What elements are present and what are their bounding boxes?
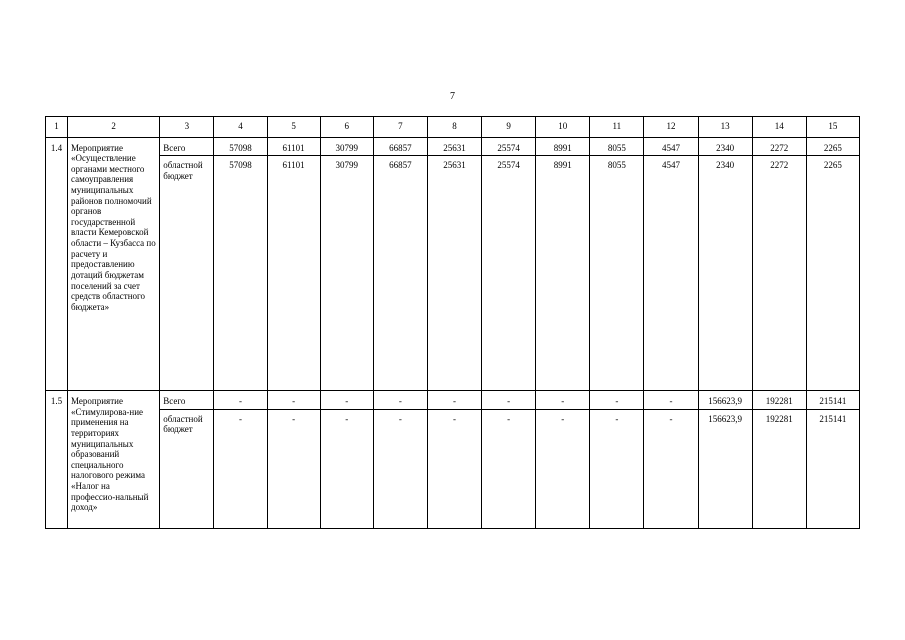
amount-cell: -: [536, 391, 590, 410]
amount-cell: 57098: [214, 156, 267, 391]
activity-name: Мероприятие «Осуществление органами местного самоуправления муниципальных районов полномочий органов государственной власти Кемеровской области – Кузбасса по расчету и предоставлению дотаций бюджетам поселений за счет средств областного бюджета»: [68, 137, 160, 391]
amount-cell: 2265: [806, 156, 859, 391]
column-number-header: 8: [427, 117, 481, 138]
amount-cell: 8991: [536, 156, 590, 391]
amount-cell: 30799: [320, 137, 373, 156]
table-row: [46, 137, 860, 156]
funding-source-label: областной бюджет: [160, 409, 214, 528]
amount-cell: 25631: [427, 137, 481, 156]
amount-cell: -: [267, 391, 320, 410]
amount-cell: -: [644, 409, 698, 528]
amount-cell: -: [373, 409, 427, 528]
column-number-header: 15: [806, 117, 859, 138]
amount-cell: 156623,9: [698, 391, 752, 410]
amount-cell: 57098: [214, 137, 267, 156]
column-number-header: 7: [373, 117, 427, 138]
amount-cell: -: [590, 391, 644, 410]
amount-cell: -: [320, 409, 373, 528]
amount-cell: -: [536, 409, 590, 528]
amount-cell: 4547: [644, 137, 698, 156]
column-number-header: 14: [752, 117, 806, 138]
page-number: 7: [450, 91, 455, 102]
amount-cell: 192281: [752, 391, 806, 410]
amount-cell: -: [482, 409, 536, 528]
amount-cell: 2272: [752, 137, 806, 156]
funding-source-label: Всего: [160, 137, 214, 156]
amount-cell: -: [644, 391, 698, 410]
amount-cell: 4547: [644, 156, 698, 391]
column-number-header: 6: [320, 117, 373, 138]
amount-cell: 30799: [320, 156, 373, 391]
column-number-header: 13: [698, 117, 752, 138]
amount-cell: -: [214, 409, 267, 528]
amount-cell: 25574: [482, 156, 536, 391]
amount-cell: -: [373, 391, 427, 410]
amount-cell: -: [590, 409, 644, 528]
column-number-header: 12: [644, 117, 698, 138]
amount-cell: 2340: [698, 137, 752, 156]
amount-cell: 192281: [752, 409, 806, 528]
column-number-header: 5: [267, 117, 320, 138]
amount-cell: -: [427, 409, 481, 528]
amount-cell: -: [214, 391, 267, 410]
column-number-header: 11: [590, 117, 644, 138]
amount-cell: 2272: [752, 156, 806, 391]
column-number-header: 10: [536, 117, 590, 138]
table-row: [46, 156, 860, 391]
amount-cell: 156623,9: [698, 409, 752, 528]
amount-cell: 215141: [806, 409, 859, 528]
column-number-header: 9: [482, 117, 536, 138]
amount-cell: -: [320, 391, 373, 410]
column-number-header: 2: [68, 117, 160, 138]
funding-source-label: Всего: [160, 391, 214, 410]
amount-cell: -: [267, 409, 320, 528]
amount-cell: 8055: [590, 156, 644, 391]
column-number-header: 1: [46, 117, 68, 138]
table-row: [46, 409, 860, 528]
amount-cell: 66857: [373, 156, 427, 391]
amount-cell: 66857: [373, 137, 427, 156]
amount-cell: 61101: [267, 137, 320, 156]
row-index: 1.5: [46, 391, 68, 529]
amount-cell: -: [427, 391, 481, 410]
amount-cell: -: [482, 391, 536, 410]
table-header-row: [46, 117, 860, 138]
amount-cell: 25631: [427, 156, 481, 391]
amount-cell: 8055: [590, 137, 644, 156]
amount-cell: 8991: [536, 137, 590, 156]
table-row: [46, 391, 860, 410]
activity-name: Мероприятие «Стимулирова-ние применения на территориях муниципальных образований специального налогового режима «Налог на профессио-нальный доход»: [68, 391, 160, 529]
funding-source-label: областной бюджет: [160, 156, 214, 391]
amount-cell: 61101: [267, 156, 320, 391]
amount-cell: 2265: [806, 137, 859, 156]
row-index: 1.4: [46, 137, 68, 391]
amount-cell: 215141: [806, 391, 859, 410]
column-number-header: 4: [214, 117, 267, 138]
budget-table: [45, 116, 860, 529]
amount-cell: 25574: [482, 137, 536, 156]
amount-cell: 2340: [698, 156, 752, 391]
column-number-header: 3: [160, 117, 214, 138]
